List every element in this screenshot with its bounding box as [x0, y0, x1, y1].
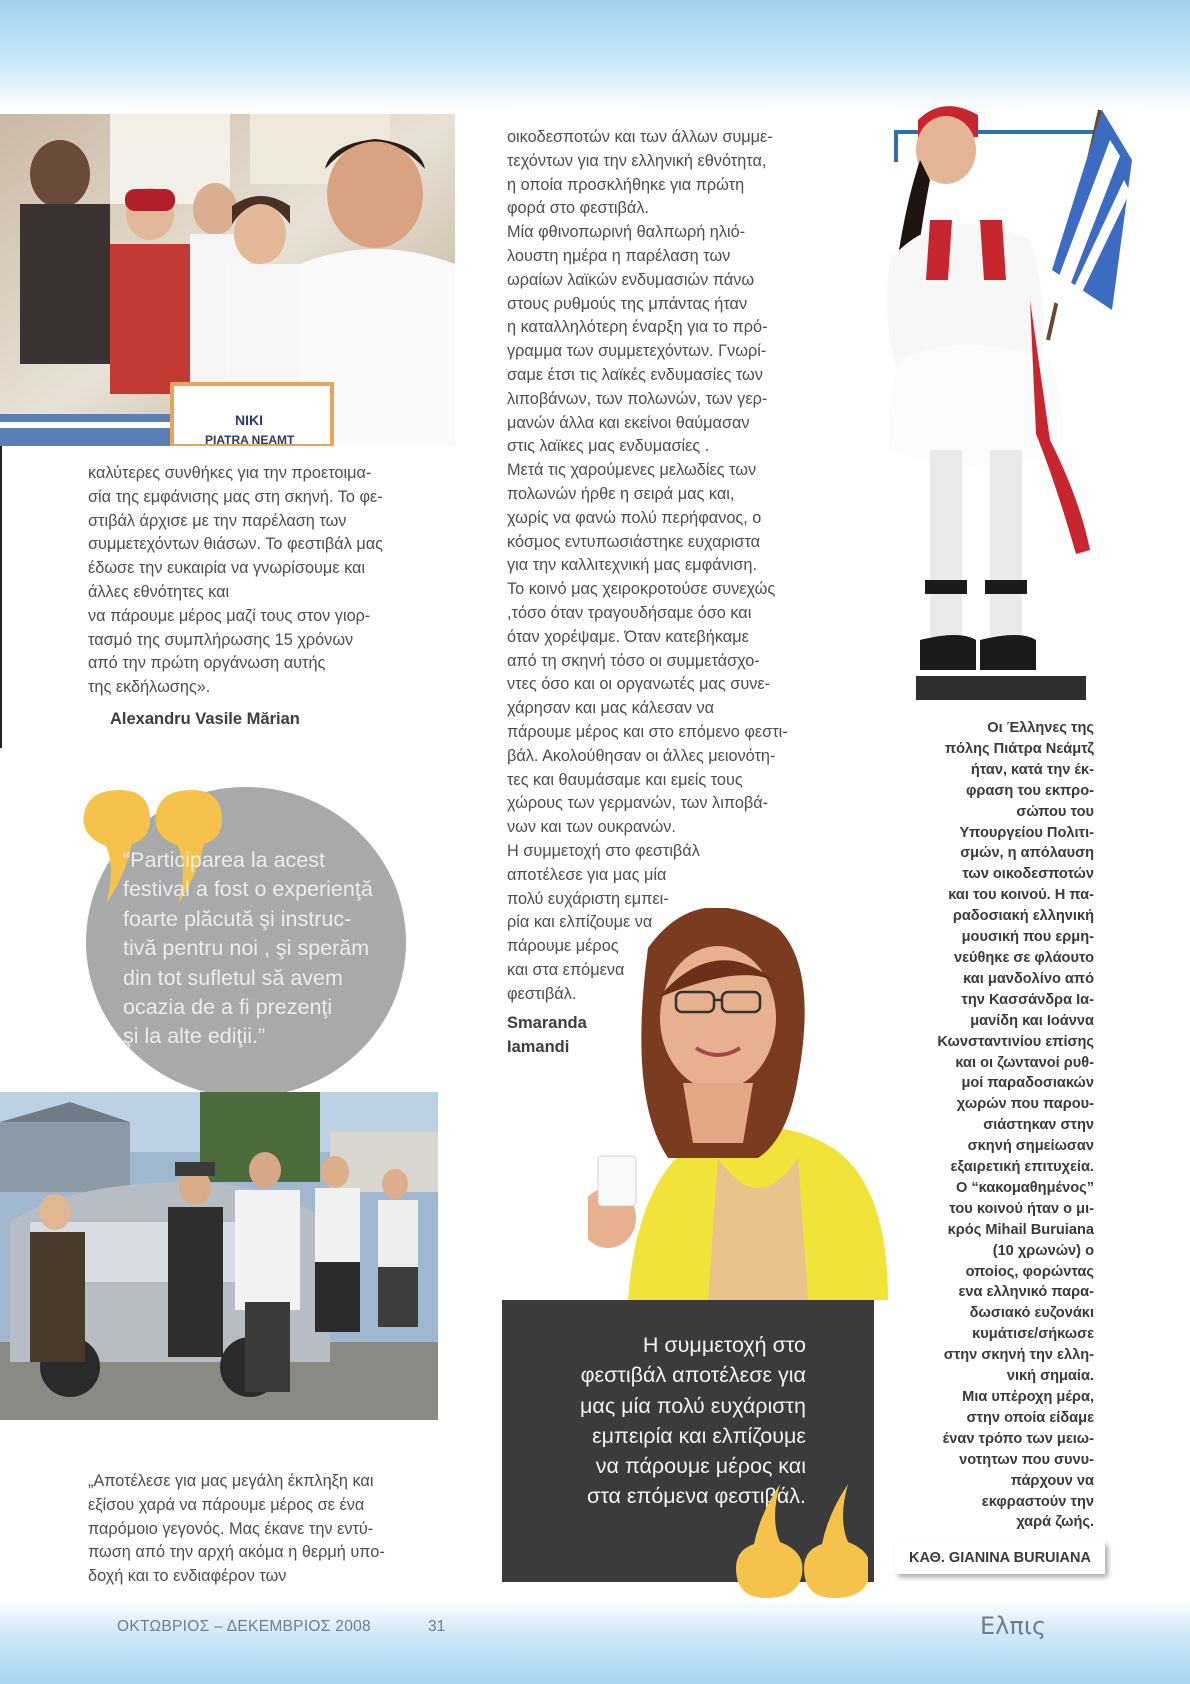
- column-left-paragraph: καλύτερες συνθήκες για την προετοιμα- σία της εμφάνισης μας στη σκηνή. Το φε- στιβάλ άρχισε με την παρέλαση των συμμετεχόντων θιάσων. Το φεστιβάλ μας έδωσε την ευκαιρία να γνωρίσουμε και άλλες εθνότητες και να πάρουμε μέρος μαζί τους στον γιορ- τασμό της συμπλήρωσης 15 χρόνων από την πρώτη οργάνωση αυτής της εκδήλωσης».: [88, 464, 384, 697]
- pullquote-greek: Η συμμετοχή στο φεστιβάλ αποτέλεσε για μας μία πολύ ευχάριστη εμπειρία και ελπίζουμε να πάρουμε μέρος και στα επόμενα φεστιβάλ.: [580, 1333, 806, 1509]
- left-edge-rule: [0, 446, 2, 748]
- caption-signature: ΚΑΘ. GIANINA BURUIANA: [895, 1542, 1105, 1574]
- photo-group-portrait: [0, 114, 455, 446]
- photo-caption-text: Οι Έλληνες της πόλης Πιάτρα Νεάμτζ ήταν, κατά την έκ- φραση του εκπρο- σώπου του Υπουργείου Πολιτι- σμών, η απόλαυση των οικοδεσποτών και του κοινού. Η πα- ραδοσιακή ελληνική μουσική που ερμη- νεύθηκε σε φλάουτο και μανδολίνο από την Κασσάνδρα Ια- μανίδη και Ιοάννα Κωνσταντινίου επίσης και οι ζωντανοί ρυθ- μοί παραδοσιακών χωρών που παρου- σιάστηκαν στην σκηνή σημείωσαν εξαιρετική επιτυχεία. Ο “κακομαθημένος” του κοινού ήταν ο μι- κρός Mihail Buruiana (10 χρωνών) ο οποίος, φορώντας ενα ελληνικό παρα- δωσιακό ευζονάκι κυμάτισε/σήκωσε στην σκηνή την ελλη- νική σημαία. Μια υπέροχη μέρα, στην οποία είδαμε έναν τρόπο των μειω- νοτητων που συνυ- πάρχουν να εκφραστούν την χαρά ζωής.: [937, 720, 1094, 1531]
- footer-page-number: 31: [428, 1618, 446, 1635]
- column-left-bottom-paragraph: „Αποτέλεσε για μας μεγάλη έκπληξη και εξίσου χαρά να πάρουμε μέρος σε ένα παρόμοιο γεγονός. Μας έκανε την εντύ- πωση από την αρχή ακόμα η θερμή υπο- δοχή και το ενδιαφέρον των: [88, 1472, 385, 1586]
- signature-smaranda-first: Smaranda: [507, 1014, 587, 1033]
- column-middle-paragraph-3: Μετά τις χαρούμενες μελωδίες των πολωνών ήρθε η σειρά μας και, χωρίς να φανώ πολύ περήφανος, ο κόσμος εντυπωσιάστηκε ευχαριστα για την καλλιτεχνική μας εμφάνιση. Το κοινό μας χειροκροτούσε συνεχώς ,τόσο όταν τραγουδήσαμε όσο και όταν χορέψαμε. Όταν κατεβήκαμε από τη σκηνή τόσο οι συμμετάσχο- ντες όσο και οι οργανωτές μας συνε- χάρησαν και μας κάλεσαν να πάρουμε μέρος και στο επόμενο φεστι- βάλ. Ακολούθησαν οι άλλες μειονότη- τες και θαυμάσαμε και εμείς τους χώρους των γερμανών, των λιποβά- νων και των ουκρανών.: [507, 461, 788, 837]
- column-middle-paragraph-4: Η συμμετοχή στο φεστιβάλ αποτέλεσε για μας μία πολύ ευχάριστη εμπει- ρία και ελπίζουμε να πάρουμε μέρος και στα επόμενα φεστιβάλ.: [507, 841, 700, 1003]
- pullquote-romanian: “Participarea la acest festival a fost o experienţă foarte plăcută şi instruc- tivă pentru noi , şi sperăm din tot sufletul să avem ocazia de a fi prezenţi şi la alte ediţii.”: [123, 848, 373, 1049]
- bottom-gradient-band: [0, 1598, 1190, 1684]
- signature-smaranda-last: Iamandi: [507, 1038, 570, 1057]
- sign-text-city: PIATRA NEAMT: [205, 433, 295, 446]
- quote-close-marks-icon: [728, 1480, 868, 1598]
- column-middle-paragraph-2: Μία φθινοπωρινή θαλπωρή ηλιό- λουστη ημέρα η παρέλαση των ωραίων λαϊκών ενδυμασιών πάνω στους ρυθμούς της μπάντας ήταν η καταλληλότερη έναρξη για το πρό- γραμμα των συμμετεχόντων. Γνωρί- σαμε έτσι τις λαϊκές ενδυμασίες των λιποβάνων, των πολωνών, των γερ- μανών άλλα και εκείνοι θαύμασαν στις λαϊκες μας ενδυμασίες .: [507, 223, 768, 456]
- column-left-text: [88, 462, 468, 732]
- signature-alexandru: Alexandru Vasile Mărian: [110, 709, 300, 728]
- sign-text-niki: NIKI: [235, 412, 263, 428]
- footer-magazine-name: Ελπις: [980, 1612, 1047, 1640]
- footer-issue-date: ΟΚΤΩΒΡΙΟΣ – ΔΕΚΕΜΒΡΙΟΣ 2008: [117, 1618, 371, 1635]
- photo-parade: [0, 1092, 438, 1420]
- top-gradient-band: [0, 0, 1190, 110]
- column-middle-paragraph-1: οικοδεσποτών και των άλλων συμμε- τεχόντων για την ελληνική εθνότητα, η οποία προσκλήθηκε για πρώτη φορά στο φεστιβάλ.: [507, 128, 773, 218]
- photo-girl-portrait: [588, 908, 890, 1300]
- column-left-bottom-text: [88, 1470, 468, 1589]
- photo-evzone-boy: [880, 100, 1142, 700]
